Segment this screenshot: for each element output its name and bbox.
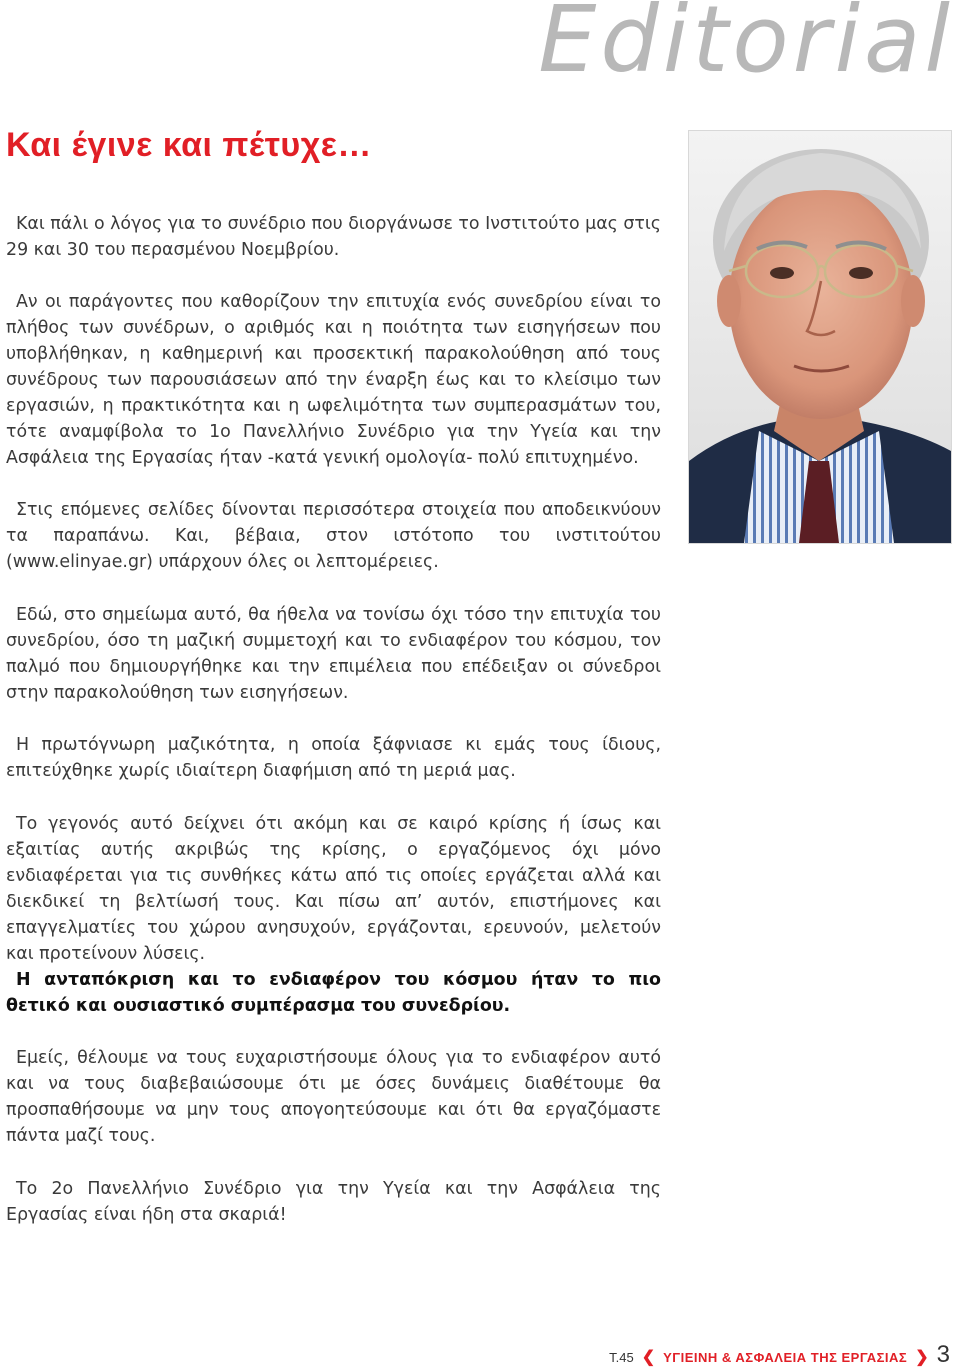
paragraph-text: Η πρωτόγνωρη μαζικότητα, η οποία ξάφνιασε κι εμάς τους ίδιους, επιτεύχθηκε χωρίς ιδιαίτερη διαφήμιση από τη μεριά μας. [6, 735, 661, 781]
paragraph-massiveness [6, 732, 661, 784]
issue-number: Τ.45 [609, 1350, 634, 1365]
chevron-right-icon: ❯ [915, 1349, 929, 1366]
page-footer [609, 1341, 950, 1369]
magazine-title: ΥΓΙΕΙΝΗ & ΑΣΦΑΛΕΙΑ ΤΗΣ ΕΡΓΑΣΙΑΣ [663, 1350, 908, 1365]
paragraph-text: Στις επόμενες σελίδες δίνονται περισσότερα στοιχεία που αποδεικνύουν τα παραπάνω. Και, βέβαια, στον ιστότοπο του ινστιτούτου (www.elinyae.gr) υπάρχουν όλες οι λεπτομέρειες. [6, 500, 661, 572]
paragraph-text: Αν οι παράγοντες που καθορίζουν την επιτυχία ενός συνεδρίου είναι το πλήθος των συνέδρων, ο αριθμός και η ποιότητα των εισηγήσεων που υποβλήθηκαν, η καθημερινή και προσεκτική παρακολούθηση από τους συνέδρους των παρουσιάσεων από την έναρξη έως και το κλείσιμο των εργασιών, η πρακτικότητα και η ωφελιμότητα των συμπερασμάτων του, τότε αναμφίβολα το 1ο Πανελλήνιο Συνέδριο για την Υγεία και την Ασφάλεια της Εργασίας ήταν -κατά γενική ομολογία- πολύ επιτυχημένο. [6, 292, 661, 468]
portrait-illustration [689, 131, 951, 543]
article-headline: Και έγινε και πέτυχε… [6, 126, 372, 164]
paragraph-participation [6, 602, 661, 706]
paragraph-text: Και πάλι ο λόγος για το συνέδριο που διοργάνωσε το Ινστιτούτο μας στις 29 και 30 του περασμένου Νοεμβρίου. [6, 214, 661, 260]
paragraph-text: Εδώ, στο σημείωμα αυτό, θα ήθελα να τονίσω όχι τόσο την επιτυχία του συνεδρίου, όσο τη μαζική συμμετοχή και το ενδιαφέρον του κόσμου, τον παλμό που δημιουργήθηκε και την επιμέλεια που επέδειξαν οι σύνεδροι στην παρακολούθηση των εισηγήσεων. [6, 605, 661, 703]
paragraph-thanks [6, 1045, 661, 1149]
paragraph-next-pages [6, 497, 661, 575]
chevron-left-icon: ❮ [641, 1349, 656, 1366]
paragraph-crisis [6, 811, 661, 967]
paragraph-text: Το γεγονός αυτό δείχνει ότι ακόμη και σε καιρό κρίσης ή ίσως και εξαιτίας αυτής ακριβώς της κρίσης, ο εργαζόμενος όχι μόνο ενδιαφέρεται για τις συνθήκες κάτω από τις οποίες εργάζεται αλλά και διεκδικεί τη βελτίωσή τους. Και πίσω απ’ αυτόν, επιστήμονες και επαγγελματίες του χώρου ανησυχούν, εργάζονται, ερευνούν, μελετούν και προτείνουν λύσεις. [6, 814, 661, 964]
author-portrait [688, 130, 952, 544]
paragraph-text: Η ανταπόκριση και το ενδιαφέρον του κόσμου ήταν το πιο θετικό και ουσιαστικό συμπέρασμα του συνεδρίου. [6, 970, 661, 1016]
page-number: 3 [936, 1341, 950, 1368]
paragraph-next-conference [6, 1176, 661, 1228]
paragraph-conclusion [6, 967, 661, 1019]
paragraph-text: Εμείς, θέλουμε να τους ευχαριστήσουμε όλους για το ενδιαφέρον αυτό και να τους διαβεβαιώσουμε ότι με όσες δυνάμεις διαθέτουμε θα προσπαθήσουμε να μην τους απογοητεύσουμε και ότι θα εργαζόμαστε πάντα μαζί τους. [6, 1048, 661, 1146]
paragraph-intro [6, 211, 661, 263]
paragraph-success-factors [6, 289, 661, 471]
masthead-editorial: Editorial [538, 0, 954, 93]
paragraph-text: Το 2ο Πανελλήνιο Συνέδριο για την Υγεία και την Ασφάλεια της Εργασίας είναι ήδη στα σκαριά! [6, 1179, 661, 1225]
